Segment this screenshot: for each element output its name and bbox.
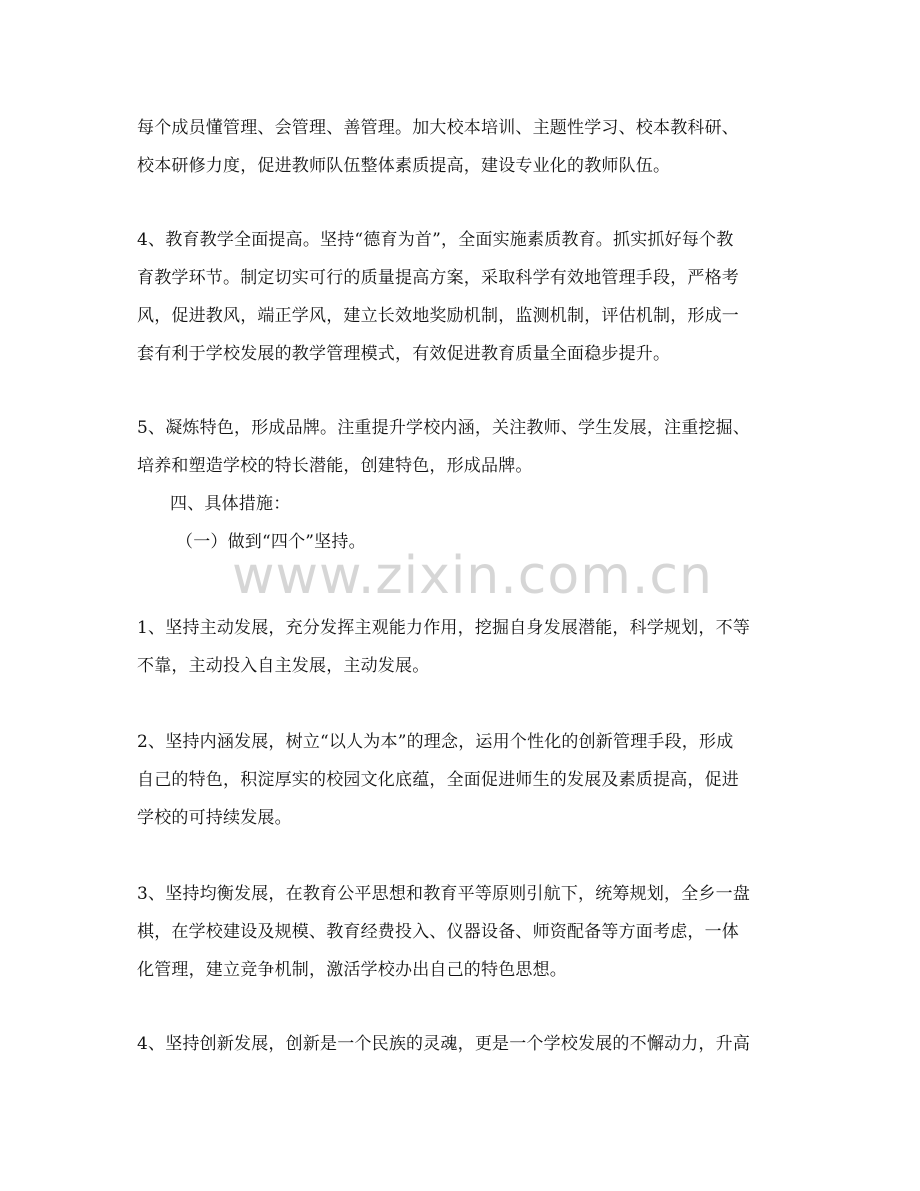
text-line: （一）做到“四个”坚持。: [176, 532, 366, 552]
text-line: 4、坚持创新发展，创新是一个民族的灵魂，更是一个学校发展的不懈动力，升高: [137, 1034, 751, 1054]
paragraph-balanced-development: [137, 875, 787, 989]
paragraph-school-features: [137, 409, 787, 485]
text-line: 每个成员懂管理、会管理、善管理。加大校本培训、主题性学习、校本教科研、: [137, 118, 739, 138]
text-line: 自己的特色，积淀厚实的校园文化底蕴，全面促进师生的发展及素质提高，促进: [137, 770, 739, 790]
text-line: 风，促进教风，端正学风，建立长效地奖励机制，监测机制，评估机制，形成一: [137, 306, 739, 326]
section-heading-measures: [170, 485, 820, 523]
paragraph-team-management: [137, 109, 787, 185]
text-line: 育教学环节。制定切实可行的质量提高方案，采取科学有效地管理手段，严格考: [137, 268, 739, 288]
text-line: 套有利于学校发展的教学管理模式，有效促进教育质量全面稳步提升。: [137, 344, 671, 364]
text-line: 3、坚持均衡发展，在教育公平思想和教育平等原则引航下，统筹规划，全乡一盘: [137, 884, 751, 904]
text-line: 1、坚持主动发展，充分发挥主观能力作用，挖掘自身发展潜能，科学规划，不等: [137, 618, 751, 638]
paragraph-connotation-development: [137, 723, 787, 837]
subsection-heading-four-persistence: [176, 523, 826, 561]
watermark: www.zixin.com.cn: [232, 546, 713, 606]
text-line: 4、教育教学全面提高。坚持“德育为首”，全面实施素质教育。抓实抓好每个教: [137, 230, 734, 250]
text-line: 校本研修力度，促进教师队伍整体素质提高，建设专业化的教师队伍。: [137, 156, 671, 176]
text-line: 棋，在学校建设及规模、教育经费投入、仪器设备、师资配备等方面考虑，一体: [137, 922, 739, 942]
text-line: 四、具体措施：: [170, 494, 291, 514]
paragraph-innovative-development: [137, 1025, 787, 1063]
paragraph-teaching-quality: [137, 221, 787, 373]
text-line: 2、坚持内涵发展，树立“以人为本”的理念，运用个性化的创新管理手段，形成: [137, 732, 734, 752]
paragraph-active-development: [137, 609, 787, 685]
text-line: 学校的可持续发展。: [137, 808, 292, 828]
text-line: 5、凝炼特色，形成品牌。注重提升学校内涵，关注教师、学生发展，注重挖掘、: [137, 418, 751, 438]
text-line: 化管理，建立竞争机制，激活学校办出自己的特色思想。: [137, 960, 567, 980]
text-line: 培养和塑造学校的特长潜能，创建特色，形成品牌。: [137, 456, 533, 476]
text-line: 不靠，主动投入自主发展，主动发展。: [137, 656, 430, 676]
